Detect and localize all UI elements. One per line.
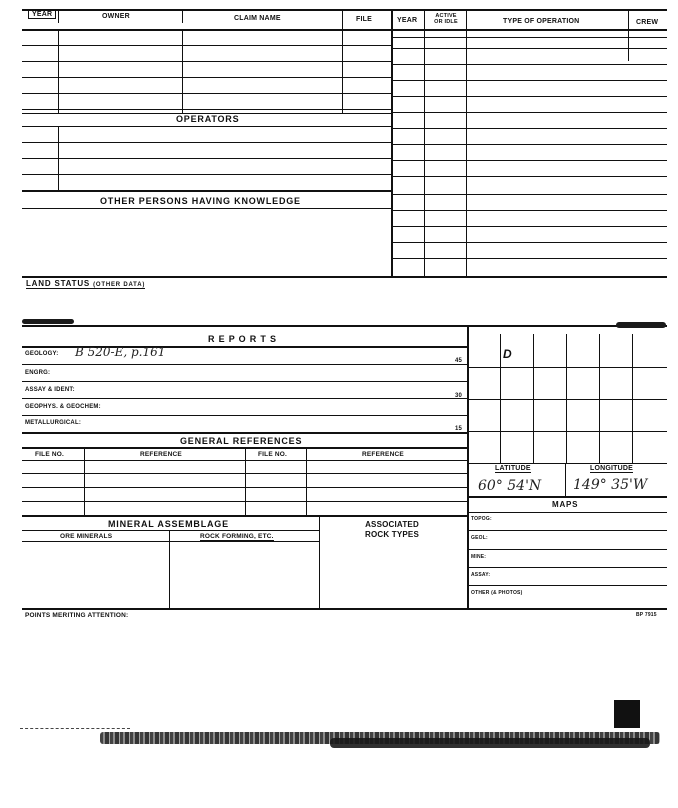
grid-row (467, 367, 667, 368)
row-line (22, 93, 392, 94)
grid-row (467, 463, 667, 464)
row-line (392, 48, 667, 49)
row-line (22, 501, 467, 502)
reports-bottom-rule (22, 432, 467, 434)
header-sep (342, 11, 343, 29)
maps-geol-label: GEOL: (471, 535, 488, 541)
gr-col-reference: REFERENCE (140, 451, 182, 458)
associated-rock-types (330, 520, 454, 540)
reports-geology-code: 45 (455, 358, 463, 364)
ma-right-border (319, 515, 320, 608)
longitude-value: 149° 35'W (573, 477, 648, 493)
header-year: YEAR (28, 10, 56, 19)
form-number: BP 7915 (636, 612, 657, 618)
row-line (392, 226, 667, 227)
row-line (22, 381, 467, 382)
col-line (342, 29, 343, 113)
reports-title: R E P O R T S (208, 334, 277, 344)
row-line (392, 112, 667, 113)
row-line (392, 144, 667, 145)
scan-dash (20, 728, 130, 729)
maps-other-label: OTHER (& PHOTOS) (471, 590, 523, 596)
row-line (392, 160, 667, 161)
reports-metallurgical-label: METALLURGICAL: (25, 420, 82, 426)
grid-row (467, 399, 667, 400)
col-line (58, 29, 59, 113)
gr-col-file-no-2: FILE NO. (258, 451, 288, 458)
gr-col (245, 447, 246, 515)
maps-assay-label: ASSAY: (471, 572, 491, 578)
active-label: ACTIVE (435, 13, 457, 19)
rock-types-label: ROCK TYPES (364, 530, 419, 539)
header-sep (466, 11, 467, 29)
scan-smear (22, 319, 74, 324)
gr-col-reference-2: REFERENCE (362, 451, 404, 458)
header-file: FILE (356, 16, 372, 23)
row-line (392, 96, 667, 97)
mineral-assemblage-title: MINERAL ASSEMBLAGE (108, 519, 229, 529)
form-bottom-rule (22, 608, 667, 610)
header-sep (58, 9, 59, 23)
grid-row (467, 431, 667, 432)
scan-block (614, 700, 640, 728)
ma-header-rule (22, 541, 319, 542)
row-line (392, 194, 667, 195)
row-line (22, 364, 467, 365)
general-references-title: GENERAL REFERENCES (180, 436, 303, 446)
other-persons-rule-bottom (22, 208, 392, 209)
row-line (467, 585, 667, 586)
row-line (22, 473, 467, 474)
maps-title: MAPS (552, 500, 579, 509)
row-line (392, 176, 667, 177)
row-line (22, 142, 392, 143)
row-line (392, 242, 667, 243)
row-line (392, 128, 667, 129)
land-status-title: LAND STATUS (26, 279, 91, 288)
lat-long-sep (565, 463, 566, 497)
right-table-border (391, 9, 393, 277)
reports-geophys-label: GEOPHYS. & GEOCHEM: (25, 404, 101, 410)
header-underline (22, 29, 667, 31)
longitude-label: LONGITUDE (590, 465, 634, 472)
row-line (392, 80, 667, 81)
operators-rule-bottom (22, 126, 392, 127)
header-year-right: YEAR (397, 17, 418, 24)
reports-engrg-label: ENGRG: (25, 370, 51, 376)
gr-col (84, 447, 85, 515)
reports-assay-label: ASSAY & IDENT: (25, 387, 75, 393)
operators-label: OPERATORS (176, 114, 240, 124)
header-sep (628, 11, 629, 29)
header-owner: OWNER (102, 13, 130, 20)
maps-mine-label: MINE: (471, 554, 487, 560)
row-line (22, 61, 392, 62)
row-line (392, 258, 667, 259)
reports-assay-code: 30 (455, 393, 463, 399)
col-line (58, 126, 59, 190)
row-line (22, 158, 392, 159)
row-line (22, 174, 392, 175)
scan-smear (616, 322, 666, 328)
gr-bottom-rule (22, 515, 467, 517)
col-line (466, 29, 467, 277)
row-line (22, 415, 467, 416)
row-line (22, 77, 392, 78)
coords-bottom-rule (467, 496, 667, 498)
row-line (392, 210, 667, 211)
row-line (22, 45, 392, 46)
reports-geology-label: GEOLOGY: (25, 351, 59, 357)
row-line (467, 530, 667, 531)
col-line (182, 29, 183, 113)
or-idle-label: OR IDLE (434, 19, 458, 25)
row-line (22, 398, 467, 399)
right-column-border (467, 326, 469, 608)
latitude-value: 60° 54'N (478, 478, 542, 494)
other-persons-rule-top (22, 190, 392, 192)
land-status-subtitle: (OTHER DATA) (93, 282, 146, 288)
header-claim-name: CLAIM NAME (234, 15, 281, 22)
maps-topog-label: TOPOG: (471, 516, 492, 522)
header-active-or-idle (428, 13, 464, 25)
rock-forming-label: ROCK FORMING, ETC. (200, 533, 274, 540)
top-section-bottom-rule (22, 276, 667, 278)
header-sep (424, 11, 425, 29)
header-crew: CREW (636, 19, 659, 26)
row-line (467, 567, 667, 568)
row-line (467, 549, 667, 550)
col-line (424, 29, 425, 277)
reports-geology-value: B 520-E, p.161 (75, 345, 166, 359)
reports-metallurgical-code: 15 (455, 426, 463, 432)
scan-streak-dark (330, 738, 650, 748)
land-status (26, 279, 145, 289)
ore-minerals-label: ORE MINERALS (60, 533, 113, 540)
row-line (22, 487, 467, 488)
reports-top-rule (22, 325, 667, 327)
ma-title-rule (22, 530, 319, 531)
other-persons-label: OTHER PERSONS HAVING KNOWLEDGE (100, 196, 301, 206)
associated-label: ASSOCIATED (365, 520, 419, 529)
ma-col (169, 530, 170, 608)
latitude-label: LATITUDE (495, 465, 531, 472)
points-meriting-attention: POINTS MERITING ATTENTION: (25, 612, 129, 619)
top-rule (22, 9, 667, 11)
maps-title-rule (467, 512, 667, 513)
gr-col-file-no: FILE NO. (35, 451, 65, 458)
gr-col (306, 447, 307, 515)
row-line (392, 64, 667, 65)
row-line (392, 37, 667, 38)
col-line (628, 29, 629, 61)
header-sep (182, 9, 183, 23)
header-type-of-operation: TYPE OF OPERATION (503, 18, 580, 25)
row-line (22, 109, 392, 110)
grid-mark: D (503, 347, 512, 361)
